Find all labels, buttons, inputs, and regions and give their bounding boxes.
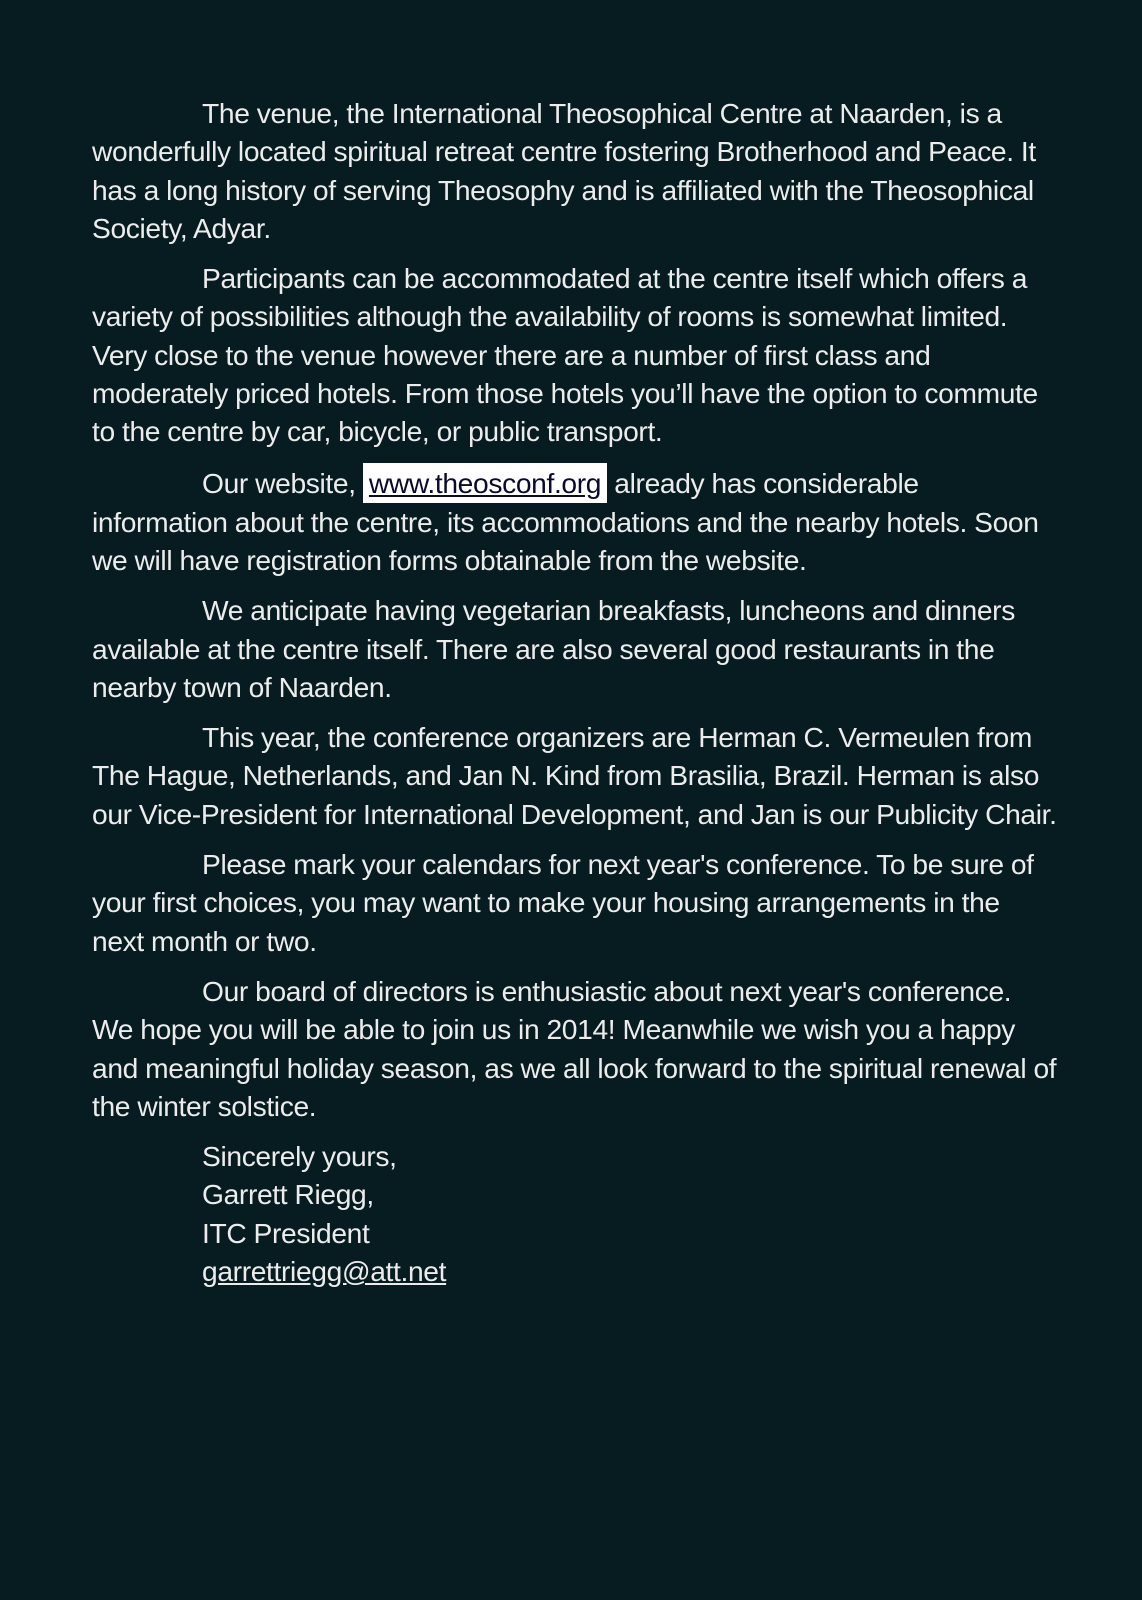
- website-paragraph: [92, 463, 1058, 580]
- signature-email-link[interactable]: garrettriegg@att.net: [202, 1255, 447, 1288]
- organizers-paragraph: This year, the conference organizers are Herman C. Vermeulen from The Hague, Netherlands, and Jan N. Kind from Brasilia, Brazil. Herman is also our Vice-President for International Development, and Jan is our Publicity Chair.: [92, 721, 1057, 830]
- website-link[interactable]: www.theosconf.org: [363, 463, 607, 503]
- signature-name: Garrett Riegg,: [202, 1178, 374, 1211]
- meals-paragraph: We anticipate having vegetarian breakfasts, luncheons and dinners available at the centre itself. There are also several good restaurants in the nearby town of Naarden.: [92, 594, 1015, 703]
- website-detail-text: already has considerable information about the centre, its accommodations and the nearby hotels. Soon we will have registration forms obtainable from the website.: [92, 466, 1039, 576]
- accommodation-paragraph: Participants can be accommodated at the centre itself which offers a variety of possibilities although the availability of rooms is somewhat limited. Very close to the venue however there are a number of first class and moderately priced hotels. From those hotels you’ll have the option to commute to the centre by car, bicycle, or public transport.: [92, 262, 1038, 448]
- calendar-paragraph: Please mark your calendars for next year's conference. To be sure of your first choices, you may want to make your housing arrangements in the next month or two.: [92, 848, 1034, 957]
- venue-paragraph: The venue, the International Theosophical Centre at Naarden, is a wonderfully located spiritual retreat centre fostering Brotherhood and Peace. It has a long history of serving Theosophy and is affiliated with the Theosophical Society, Adyar.: [92, 97, 1036, 244]
- signature-block: [92, 1137, 1058, 1290]
- signature-title: ITC President: [202, 1216, 370, 1249]
- board-paragraph: Our board of directors is enthusiastic about next year's conference. We hope you will be able to join us in 2014! Meanwhile we wish you a happy and meaningful holiday season, as we all look forward to the spiritual renewal of the winter solstice.: [92, 974, 1057, 1122]
- signature-closing: Sincerely yours,: [202, 1140, 397, 1173]
- website-intro-text: Our website,: [202, 466, 356, 499]
